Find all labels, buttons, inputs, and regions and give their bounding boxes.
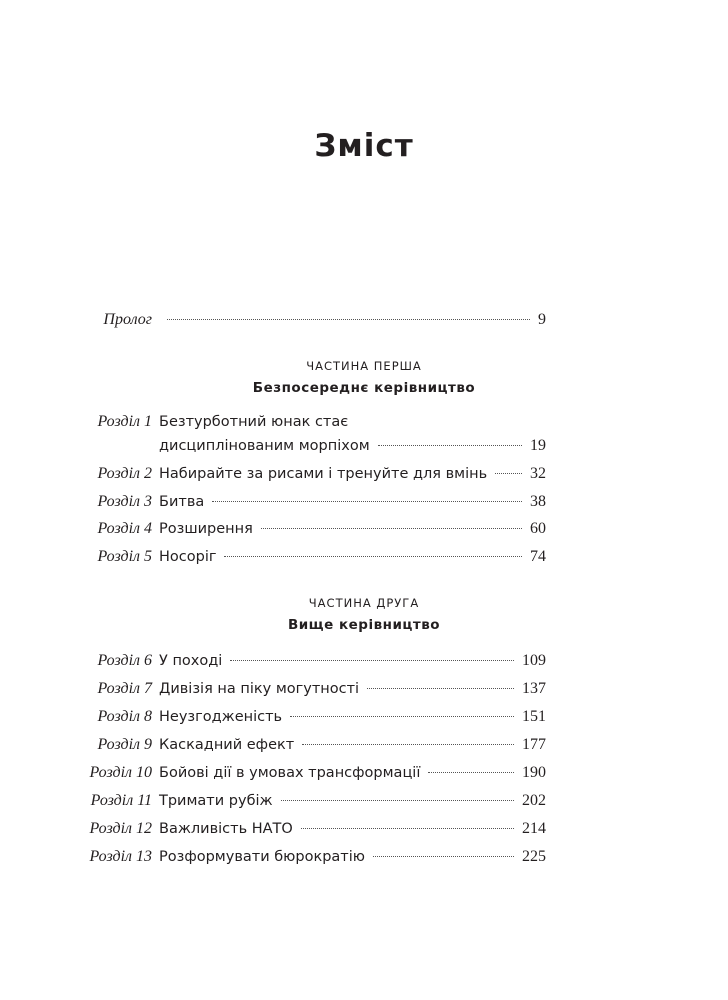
entry-title: Тримати рубіж xyxy=(159,793,273,809)
toc-entry-chapter-9[interactable] xyxy=(0,732,728,758)
toc-entry-chapter-8[interactable] xyxy=(0,704,728,730)
part-label: ЧАСТИНА ПЕРША xyxy=(306,359,422,373)
entry-label: Пролог xyxy=(103,311,152,328)
page-number: 109 xyxy=(522,652,546,669)
toc-entry-chapter-5[interactable] xyxy=(0,544,728,570)
entry-title: Дивізія на піку могутності xyxy=(159,681,360,697)
page-number: 19 xyxy=(530,437,546,454)
entry-title: Розширення xyxy=(159,521,253,537)
entry-label: Розділ 2 xyxy=(97,465,152,482)
page-number: 60 xyxy=(530,520,546,537)
entry-label: Розділ 5 xyxy=(97,548,152,565)
page-number: 214 xyxy=(522,820,546,837)
entry-label: Розділ 10 xyxy=(89,764,152,781)
leader-dots xyxy=(261,528,522,529)
toc-entry-chapter-6[interactable] xyxy=(0,648,728,674)
leader-dots xyxy=(224,556,522,557)
leader-dots xyxy=(428,772,514,773)
toc-entry-chapter-10[interactable] xyxy=(0,760,728,786)
toc-entry-chapter-2[interactable] xyxy=(0,461,728,487)
page-number: 38 xyxy=(530,493,546,510)
entry-label: Розділ 13 xyxy=(89,848,152,865)
part-title: Безпосереднє керівництво xyxy=(252,380,476,396)
toc-entry-chapter-4[interactable] xyxy=(0,516,728,542)
part-label: ЧАСТИНА ДРУГА xyxy=(308,596,420,610)
toc-entry-prologue[interactable] xyxy=(0,307,728,333)
entry-label: Розділ 7 xyxy=(97,680,152,697)
part-title: Вище керівництво xyxy=(287,617,441,633)
entry-label: Розділ 12 xyxy=(89,820,152,837)
toc-entry-chapter-1[interactable] xyxy=(0,433,728,459)
entry-title: Розформувати бюрократію xyxy=(159,849,365,865)
leader-dots xyxy=(373,856,514,857)
entry-label: Розділ 11 xyxy=(90,792,152,809)
entry-title: У поході xyxy=(159,653,223,669)
entry-label: Розділ 3 xyxy=(97,493,152,510)
toc-entry-chapter-11[interactable] xyxy=(0,788,728,814)
entry-label: Розділ 8 xyxy=(97,708,152,725)
leader-dots xyxy=(167,319,530,320)
page-number: 9 xyxy=(538,311,546,328)
toc-entry-chapter-7[interactable] xyxy=(0,676,728,702)
entry-label: Розділ 1 xyxy=(97,413,152,430)
entry-title: Важливість НАТО xyxy=(159,821,293,837)
toc-entry-chapter-12[interactable] xyxy=(0,816,728,842)
page-number: 225 xyxy=(522,848,546,865)
leader-dots xyxy=(367,688,514,689)
entry-title: Набирайте за рисами і тренуйте для вмінь xyxy=(159,466,488,482)
entry-title: Неузгодженість xyxy=(159,709,283,725)
entry-label: Розділ 9 xyxy=(97,736,152,753)
entry-title: Битва xyxy=(159,494,205,510)
toc-entry-chapter-3[interactable] xyxy=(0,489,728,515)
entry-title: Носоріг xyxy=(159,549,217,565)
leader-dots xyxy=(301,828,514,829)
toc-entry-chapter-1-line1[interactable] xyxy=(0,409,728,435)
page-number: 151 xyxy=(522,708,546,725)
leader-dots xyxy=(495,473,522,474)
entry-title: Бойові дії в умовах трансформації xyxy=(159,765,421,781)
page-number: 74 xyxy=(530,548,546,565)
page-number: 190 xyxy=(522,764,546,781)
leader-dots xyxy=(378,445,522,446)
toc-entry-chapter-13[interactable] xyxy=(0,844,728,870)
entry-label: Розділ 6 xyxy=(97,652,152,669)
leader-dots xyxy=(230,660,514,661)
page-number: 202 xyxy=(522,792,546,809)
entry-title: дисциплінованим морпіхом xyxy=(159,438,370,454)
page-number: 32 xyxy=(530,465,546,482)
entry-label: Розділ 4 xyxy=(97,520,152,537)
page-number: 137 xyxy=(522,680,546,697)
leader-dots xyxy=(302,744,514,745)
leader-dots xyxy=(281,800,514,801)
leader-dots xyxy=(212,501,522,502)
leader-dots xyxy=(290,716,514,717)
entry-title: Безтурботний юнак стає xyxy=(159,414,349,430)
page-title: Зміст xyxy=(314,128,414,164)
page-number: 177 xyxy=(522,736,546,753)
entry-title: Каскадний ефект xyxy=(159,737,295,753)
